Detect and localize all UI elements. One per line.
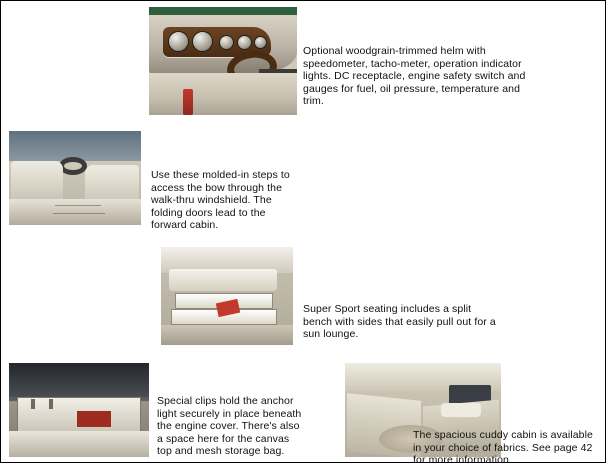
engine-compartment-shadow — [9, 363, 149, 397]
hull-bottom — [9, 431, 149, 457]
caption-helm: Optional woodgrain-trimmed helm with speedometer, tacho-meter, operation indicator lights. DC receptacle, engine safety switch and gauges for fuel, oil pressure, temperature and trim. — [303, 45, 526, 108]
mesh-storage-bag — [77, 411, 111, 427]
step-edge — [53, 213, 105, 214]
port-seat — [11, 161, 63, 201]
step-edge — [55, 205, 101, 206]
tachometer-gauge — [192, 31, 213, 52]
caption-seating: Super Sport seating includes a split bench with sides that easily pull out for a sun lounge. — [303, 303, 496, 341]
cabin-pillow — [441, 403, 481, 417]
cockpit-floor — [9, 199, 141, 225]
photo-anchor-light-storage — [9, 363, 149, 457]
starboard-seat — [85, 165, 139, 201]
caption-steps: Use these molded-in steps to access the bow through the walk-thru windshield. The folding doors lead to the forward cabin. — [151, 169, 290, 232]
photo-super-sport-seating — [161, 247, 293, 345]
fuel-gauge — [219, 35, 234, 50]
trim-gauge — [254, 36, 267, 49]
anchor-light-clip — [49, 399, 53, 409]
steering-wheel — [59, 157, 87, 175]
photo-woodgrain-helm — [149, 7, 297, 115]
oil-pressure-gauge — [237, 35, 252, 50]
anchor-light-clip — [31, 399, 35, 409]
photo-molded-in-steps — [9, 131, 141, 225]
fire-extinguisher — [183, 89, 193, 115]
split-bench-backrest — [169, 269, 277, 291]
caption-anchor: Special clips hold the anchor light securely in place beneath the engine cover. There's also a space here for the canvas top and mesh storage bag. — [157, 395, 302, 458]
deck-floor — [161, 325, 293, 345]
helm-seat — [149, 73, 297, 115]
caption-cabin: The spacious cuddy cabin is available in your choice of fabrics. See page 42 for more information. — [413, 429, 593, 467]
speedometer-gauge — [168, 31, 189, 52]
